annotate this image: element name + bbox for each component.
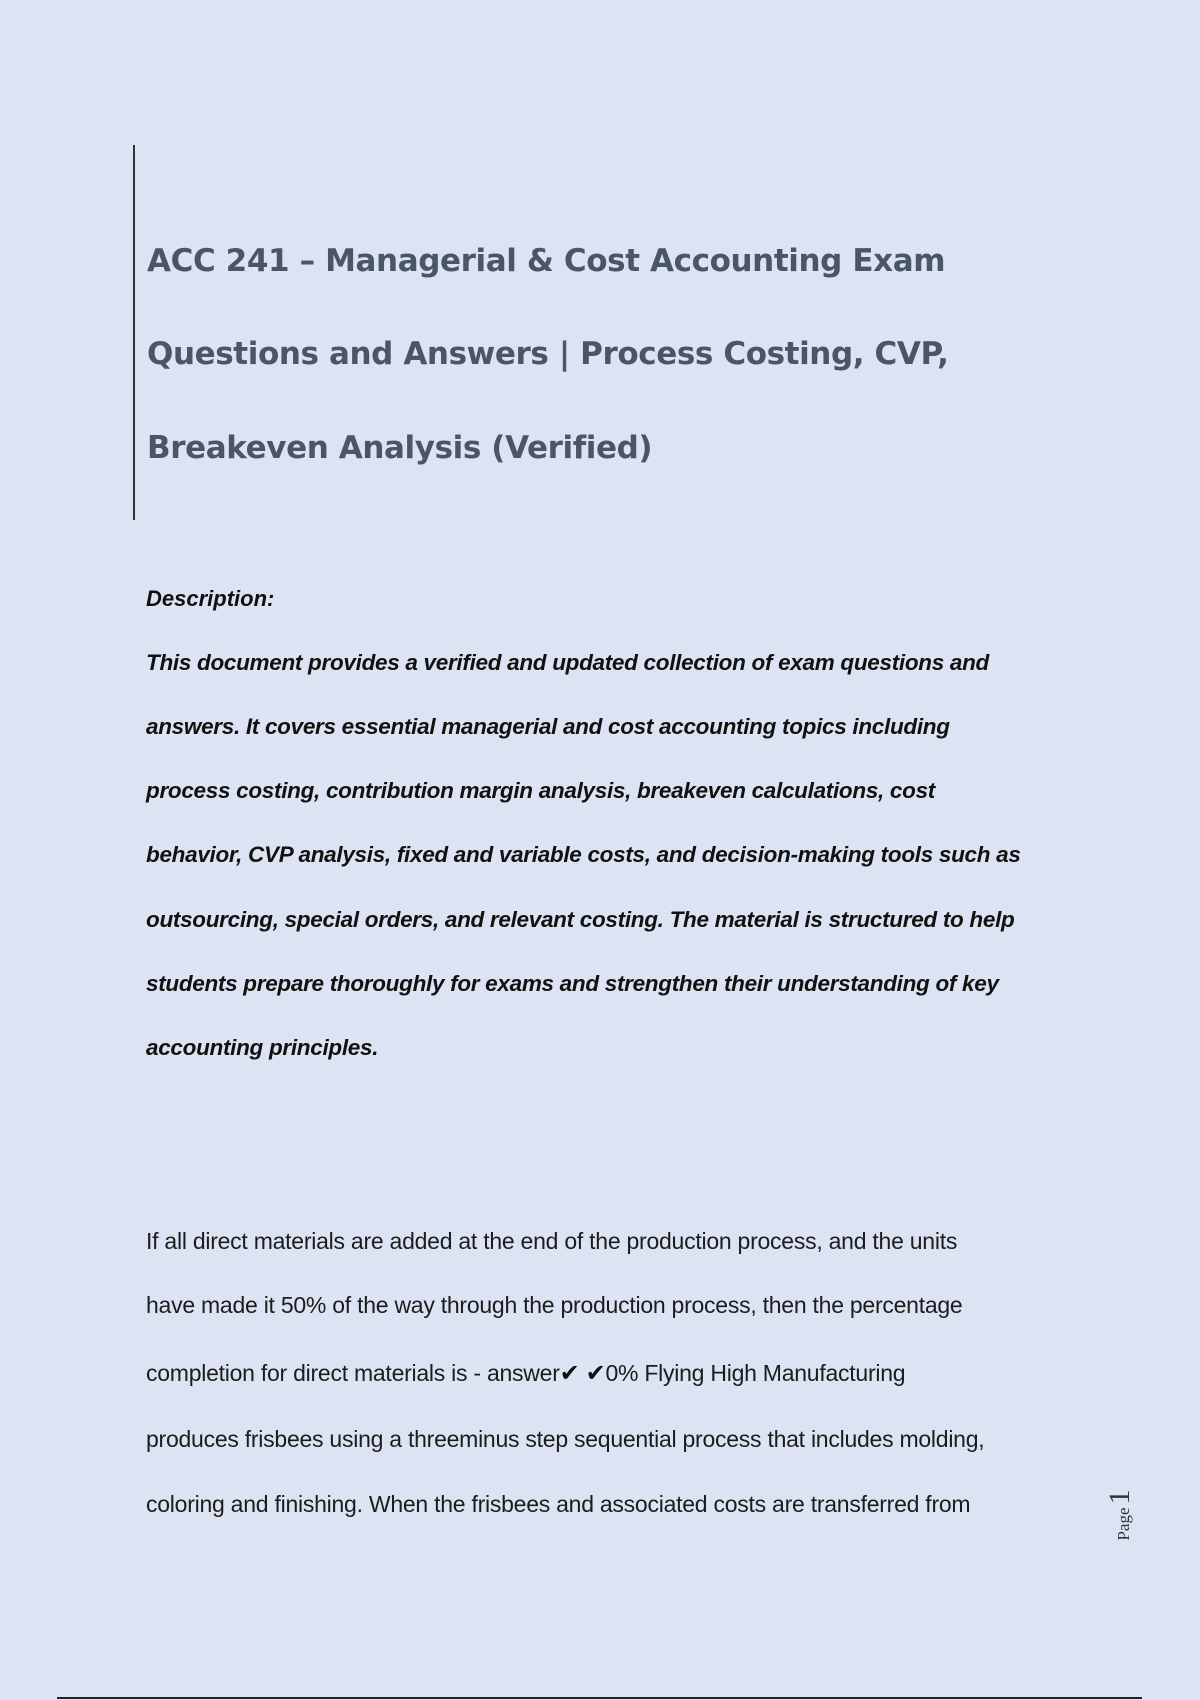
body-line-2: have made it 50% of the way through the production process, then the percentage	[146, 1292, 963, 1318]
body-line-4: produces frisbees using a threeminus step sequential process that includes molding,	[146, 1426, 985, 1452]
description-line-6: students prepare thoroughly for exams and strengthen their understanding of key	[146, 971, 999, 996]
body-line-3-text: completion for direct materials is - answer	[146, 1360, 560, 1386]
checkmark-icon: ✔	[585, 1359, 606, 1387]
description-line-5: outsourcing, special orders, and relevant costing. The material is structured to help	[146, 907, 1015, 932]
title-line-3: Breakeven Analysis (Verified)	[147, 430, 653, 466]
body-line-1: If all direct materials are added at the end of the production process, and the units	[146, 1228, 958, 1254]
description-line-4: behavior, CVP analysis, fixed and variable costs, and decision-making tools such as	[146, 842, 1021, 867]
description-line-2: answers. It covers essential managerial and cost accounting topics including	[146, 714, 950, 739]
title-block	[133, 145, 955, 520]
page-label: Page	[1114, 1507, 1133, 1541]
checkmark-icon: ✔	[559, 1359, 580, 1387]
description-line-1: This document provides a verified and updated collection of exam questions and	[146, 650, 990, 675]
body-line-3	[146, 1359, 905, 1387]
page-number-value: 1	[1103, 1489, 1136, 1505]
title-line-1: ACC 241 – Managerial & Cost Accounting Exam	[147, 243, 946, 279]
title-line-2: Questions and Answers | Process Costing, CVP,	[147, 336, 949, 372]
body-line-5: coloring and finishing. When the frisbees and associated costs are transferred from	[146, 1491, 971, 1517]
page-number	[1103, 1485, 1173, 1545]
description-line-7: accounting principles.	[146, 1035, 379, 1060]
footer-divider	[57, 1697, 1142, 1699]
description-label: Description:	[146, 586, 275, 611]
answer-text: 0% Flying High Manufacturing	[605, 1360, 906, 1386]
description-line-3: process costing, contribution margin analysis, breakeven calculations, cost	[146, 778, 935, 803]
